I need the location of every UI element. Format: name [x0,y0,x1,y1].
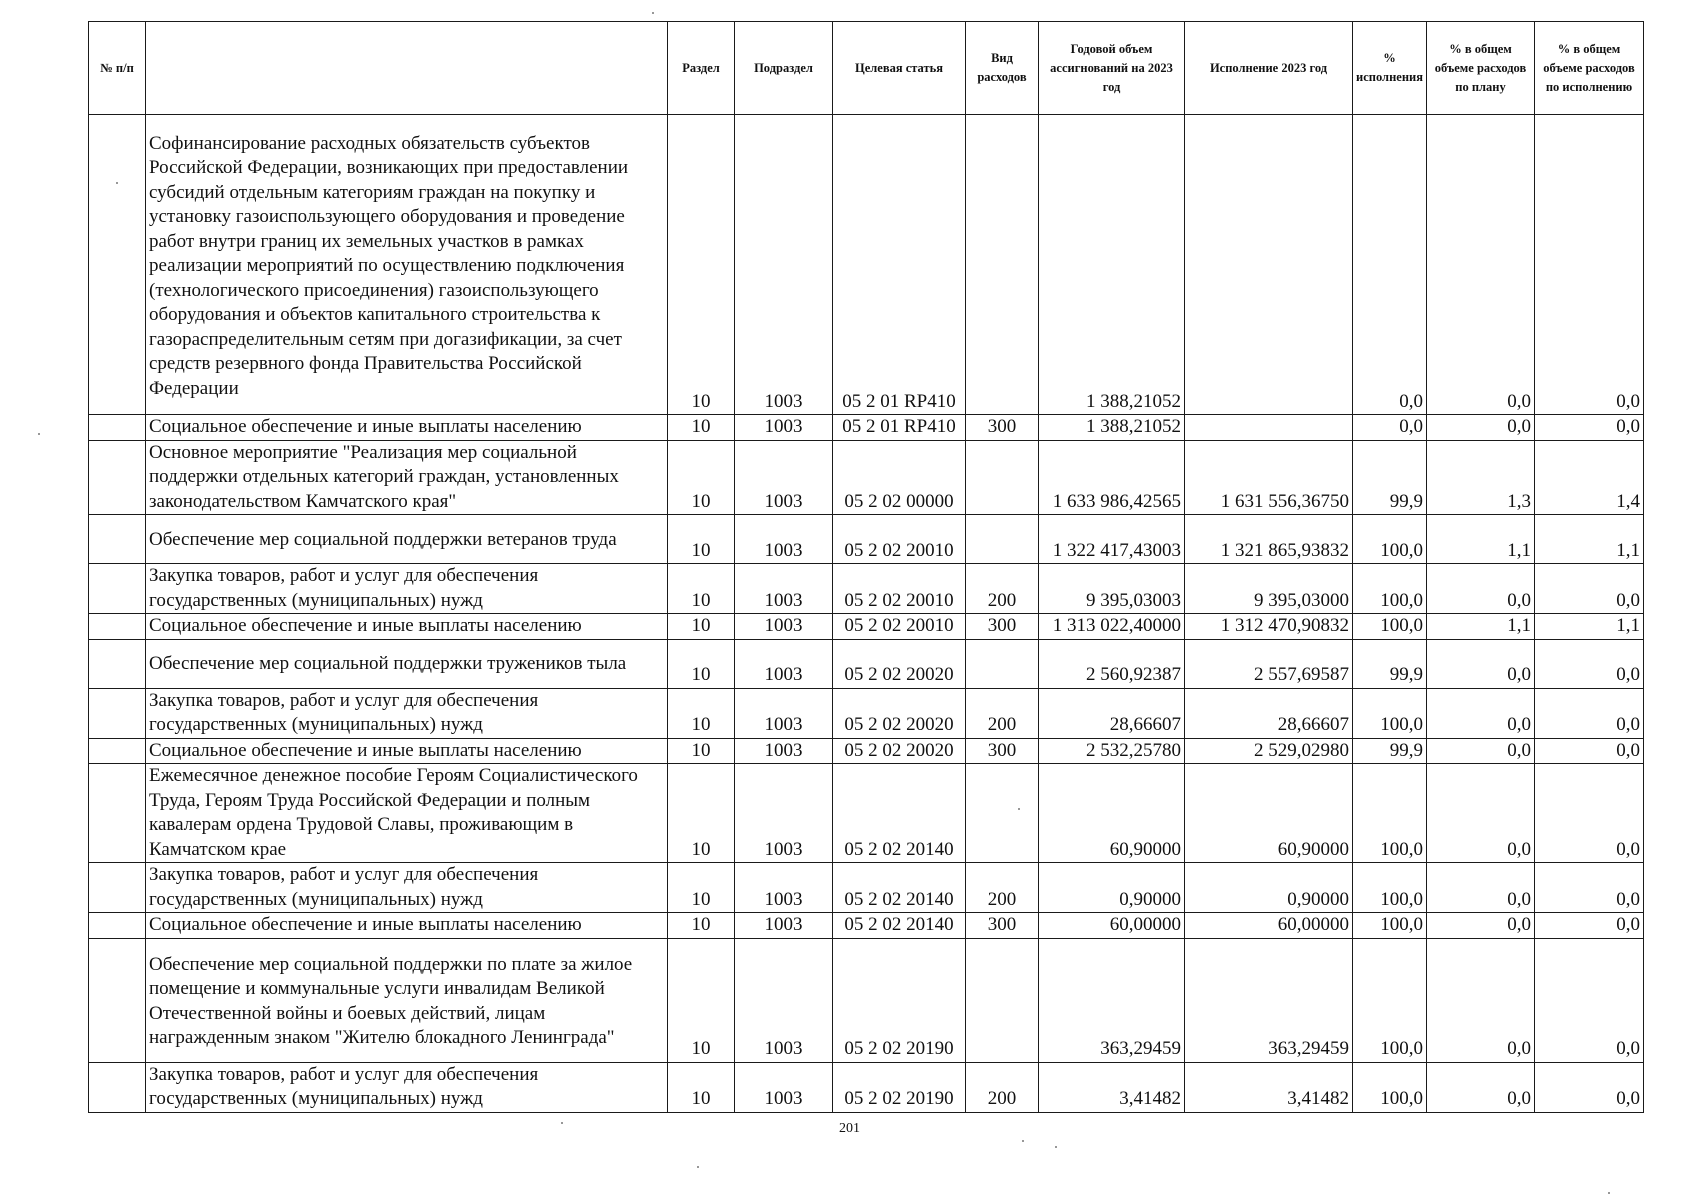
cell-celevaya: 05 2 02 20020 [833,688,966,738]
cell-godovoy: 1 633 986,42565 [1039,440,1185,515]
cell-podrazdel: 1003 [735,415,833,441]
cell-pct-isp: 1,4 [1535,440,1644,515]
cell-pct-plan: 0,0 [1427,863,1535,913]
cell-celevaya: 05 2 01 RP410 [833,415,966,441]
cell-pct-plan: 1,1 [1427,515,1535,564]
cell-pct: 0,0 [1353,415,1427,441]
cell-razdel: 10 [668,515,735,564]
cell-desc: Закупка товаров, работ и услуг для обеспечения государственных (муниципальных) нужд [146,688,668,738]
cell-pct: 100,0 [1353,614,1427,640]
cell-pct: 100,0 [1353,1062,1427,1112]
cell-num [89,1062,146,1112]
cell-num [89,863,146,913]
cell-num [89,738,146,764]
cell-pct-plan: 0,0 [1427,564,1535,614]
cell-vid: 300 [966,614,1039,640]
cell-pct-plan: 1,1 [1427,614,1535,640]
cell-podrazdel: 1003 [735,564,833,614]
cell-num [89,515,146,564]
cell-pct-isp: 0,0 [1535,1062,1644,1112]
cell-pct-isp: 0,0 [1535,115,1644,415]
cell-pct: 100,0 [1353,564,1427,614]
cell-podrazdel: 1003 [735,1062,833,1112]
table-row [89,688,1644,738]
table-row [89,764,1644,863]
cell-celevaya: 05 2 02 20010 [833,515,966,564]
cell-celevaya: 05 2 02 20010 [833,614,966,640]
table-header-row [89,22,1644,115]
cell-num [89,688,146,738]
cell-vid: 200 [966,564,1039,614]
cell-pct: 99,9 [1353,639,1427,688]
scan-speck [116,182,118,184]
table-row [89,614,1644,640]
cell-godovoy: 1 313 022,40000 [1039,614,1185,640]
cell-desc: Закупка товаров, работ и услуг для обеспечения государственных (муниципальных) нужд [146,1062,668,1112]
cell-podrazdel: 1003 [735,614,833,640]
cell-podrazdel: 1003 [735,440,833,515]
cell-pct: 100,0 [1353,913,1427,939]
header-podrazdel: Подраздел [735,22,833,115]
cell-podrazdel: 1003 [735,913,833,939]
cell-desc: Социальное обеспечение и иные выплаты населению [146,415,668,441]
table-row [89,938,1644,1062]
cell-desc: Социальное обеспечение и иные выплаты населению [146,738,668,764]
cell-vid: 200 [966,1062,1039,1112]
table-row [89,440,1644,515]
header-pct-plan: % в общем объеме расходов по плану [1427,22,1535,115]
cell-vid [966,515,1039,564]
cell-podrazdel: 1003 [735,639,833,688]
table-row [89,863,1644,913]
cell-pct-isp: 0,0 [1535,415,1644,441]
cell-desc: Обеспечение мер социальной поддержки ветеранов труда [146,515,668,564]
cell-celevaya: 05 2 02 20020 [833,738,966,764]
cell-desc: Основное мероприятие "Реализация мер социальной поддержки отдельных категорий граждан, установленных законодательством Камчатского края" [146,440,668,515]
cell-razdel: 10 [668,440,735,515]
cell-pct-plan: 0,0 [1427,415,1535,441]
cell-vid [966,440,1039,515]
cell-num [89,415,146,441]
table-row [89,913,1644,939]
cell-ispolnenie: 2 529,02980 [1185,738,1353,764]
budget-table [88,21,1644,1113]
cell-pct-plan: 0,0 [1427,764,1535,863]
header-pct-isp: % в общем объеме расходов по исполнению [1535,22,1644,115]
cell-vid [966,639,1039,688]
cell-razdel: 10 [668,863,735,913]
cell-ispolnenie: 1 312 470,90832 [1185,614,1353,640]
cell-podrazdel: 1003 [735,938,833,1062]
cell-podrazdel: 1003 [735,738,833,764]
table-row [89,115,1644,415]
cell-godovoy: 1 388,21052 [1039,415,1185,441]
cell-desc: Софинансирование расходных обязательств субъектов Российской Федерации, возникающих при предоставлении субсидий отдельным категориям граждан на покупку и установку газоиспользующего оборудования и проведение работ внутри границ их земельных участков в рамках реализации мероприятий по осуществлению подключения (технологического присоединения) газоиспользующего оборудования и объектов капитального строительства к газораспределительным сетям при догазификации, за счет средств резервного фонда Правительства Российской Федерации [146,115,668,415]
header-num: № п/п [89,22,146,115]
cell-pct-plan: 1,3 [1427,440,1535,515]
cell-vid: 200 [966,863,1039,913]
cell-razdel: 10 [668,115,735,415]
cell-pct-isp: 0,0 [1535,688,1644,738]
cell-razdel: 10 [668,1062,735,1112]
header-ispolnenie: Исполнение 2023 год [1185,22,1353,115]
cell-celevaya: 05 2 01 RP410 [833,115,966,415]
scan-speck [1018,808,1020,810]
cell-vid: 300 [966,913,1039,939]
cell-num [89,115,146,415]
cell-ispolnenie: 1 321 865,93832 [1185,515,1353,564]
table-row [89,639,1644,688]
cell-num [89,614,146,640]
cell-godovoy: 28,66607 [1039,688,1185,738]
table-row [89,1062,1644,1112]
cell-ispolnenie [1185,415,1353,441]
cell-num [89,564,146,614]
cell-ispolnenie: 60,00000 [1185,913,1353,939]
table-row [89,738,1644,764]
cell-pct-isp: 1,1 [1535,515,1644,564]
cell-ispolnenie: 3,41482 [1185,1062,1353,1112]
cell-celevaya: 05 2 02 00000 [833,440,966,515]
cell-vid [966,938,1039,1062]
scan-speck [697,1166,699,1168]
cell-ispolnenie: 2 557,69587 [1185,639,1353,688]
cell-pct: 0,0 [1353,115,1427,415]
cell-desc: Социальное обеспечение и иные выплаты населению [146,913,668,939]
cell-pct-plan: 0,0 [1427,738,1535,764]
table-body [89,115,1644,1113]
cell-pct-isp: 1,1 [1535,614,1644,640]
cell-razdel: 10 [668,639,735,688]
cell-celevaya: 05 2 02 20140 [833,913,966,939]
cell-pct: 100,0 [1353,688,1427,738]
cell-podrazdel: 1003 [735,515,833,564]
cell-celevaya: 05 2 02 20010 [833,564,966,614]
cell-num [89,913,146,939]
cell-celevaya: 05 2 02 20020 [833,639,966,688]
cell-desc: Обеспечение мер социальной поддержки по плате за жилое помещение и коммунальные услуги инвалидам Великой Отечественной войны и боевых действий, лицам награжденным знаком "Жителю блокадного Ленинграда" [146,938,668,1062]
cell-celevaya: 05 2 02 20140 [833,863,966,913]
cell-ispolnenie: 363,29459 [1185,938,1353,1062]
cell-razdel: 10 [668,415,735,441]
cell-podrazdel: 1003 [735,688,833,738]
cell-razdel: 10 [668,564,735,614]
cell-pct-plan: 0,0 [1427,639,1535,688]
cell-pct: 100,0 [1353,764,1427,863]
cell-desc: Обеспечение мер социальной поддержки тружеников тыла [146,639,668,688]
cell-godovoy: 9 395,03003 [1039,564,1185,614]
cell-pct-isp: 0,0 [1535,938,1644,1062]
scan-speck [1608,1192,1610,1194]
cell-desc: Закупка товаров, работ и услуг для обеспечения государственных (муниципальных) нужд [146,564,668,614]
cell-podrazdel: 1003 [735,764,833,863]
cell-vid: 300 [966,415,1039,441]
cell-podrazdel: 1003 [735,115,833,415]
cell-razdel: 10 [668,938,735,1062]
header-name [146,22,668,115]
cell-pct-plan: 0,0 [1427,115,1535,415]
cell-pct-isp: 0,0 [1535,863,1644,913]
cell-ispolnenie [1185,115,1353,415]
header-vid: Вид расходов [966,22,1039,115]
page-number: 201 [839,1121,860,1136]
cell-vid [966,115,1039,415]
cell-desc: Ежемесячное денежное пособие Героям Социалистического Труда, Героям Труда Российской Федерации и полным кавалерам ордена Трудовой Славы, проживающим в Камчатском крае [146,764,668,863]
cell-razdel: 10 [668,614,735,640]
cell-pct: 100,0 [1353,515,1427,564]
cell-pct-isp: 0,0 [1535,764,1644,863]
cell-pct: 100,0 [1353,938,1427,1062]
cell-celevaya: 05 2 02 20140 [833,764,966,863]
cell-godovoy: 2 532,25780 [1039,738,1185,764]
cell-pct-isp: 0,0 [1535,913,1644,939]
table-row [89,415,1644,441]
header-razdel: Раздел [668,22,735,115]
cell-podrazdel: 1003 [735,863,833,913]
header-celevaya: Целевая статья [833,22,966,115]
cell-num [89,440,146,515]
cell-pct-isp: 0,0 [1535,639,1644,688]
cell-desc: Закупка товаров, работ и услуг для обеспечения государственных (муниципальных) нужд [146,863,668,913]
cell-pct-isp: 0,0 [1535,738,1644,764]
cell-godovoy: 2 560,92387 [1039,639,1185,688]
cell-vid: 300 [966,738,1039,764]
scan-speck [38,433,40,435]
cell-godovoy: 60,00000 [1039,913,1185,939]
cell-godovoy: 0,90000 [1039,863,1185,913]
cell-razdel: 10 [668,913,735,939]
cell-godovoy: 60,90000 [1039,764,1185,863]
cell-godovoy: 363,29459 [1039,938,1185,1062]
cell-vid: 200 [966,688,1039,738]
cell-pct-plan: 0,0 [1427,938,1535,1062]
scan-speck [1022,1140,1024,1142]
scan-speck [1055,1146,1057,1148]
cell-ispolnenie: 0,90000 [1185,863,1353,913]
cell-pct-plan: 0,0 [1427,913,1535,939]
cell-celevaya: 05 2 02 20190 [833,1062,966,1112]
cell-pct-plan: 0,0 [1427,1062,1535,1112]
cell-razdel: 10 [668,764,735,863]
cell-pct-plan: 0,0 [1427,688,1535,738]
cell-num [89,764,146,863]
cell-razdel: 10 [668,688,735,738]
cell-ispolnenie: 1 631 556,36750 [1185,440,1353,515]
cell-pct: 99,9 [1353,738,1427,764]
table-row [89,564,1644,614]
cell-desc: Социальное обеспечение и иные выплаты населению [146,614,668,640]
cell-godovoy: 3,41482 [1039,1062,1185,1112]
cell-pct: 100,0 [1353,863,1427,913]
cell-ispolnenie: 60,90000 [1185,764,1353,863]
cell-vid [966,764,1039,863]
scan-speck [561,1122,563,1124]
cell-godovoy: 1 322 417,43003 [1039,515,1185,564]
cell-ispolnenie: 9 395,03000 [1185,564,1353,614]
cell-pct: 99,9 [1353,440,1427,515]
cell-num [89,639,146,688]
cell-godovoy: 1 388,21052 [1039,115,1185,415]
cell-pct-isp: 0,0 [1535,564,1644,614]
cell-num [89,938,146,1062]
header-godovoy: Годовой объем ассигнований на 2023 год [1039,22,1185,115]
cell-ispolnenie: 28,66607 [1185,688,1353,738]
header-pct: % исполнения [1353,22,1427,115]
scan-speck [652,12,654,14]
table-row [89,515,1644,564]
cell-celevaya: 05 2 02 20190 [833,938,966,1062]
cell-razdel: 10 [668,738,735,764]
